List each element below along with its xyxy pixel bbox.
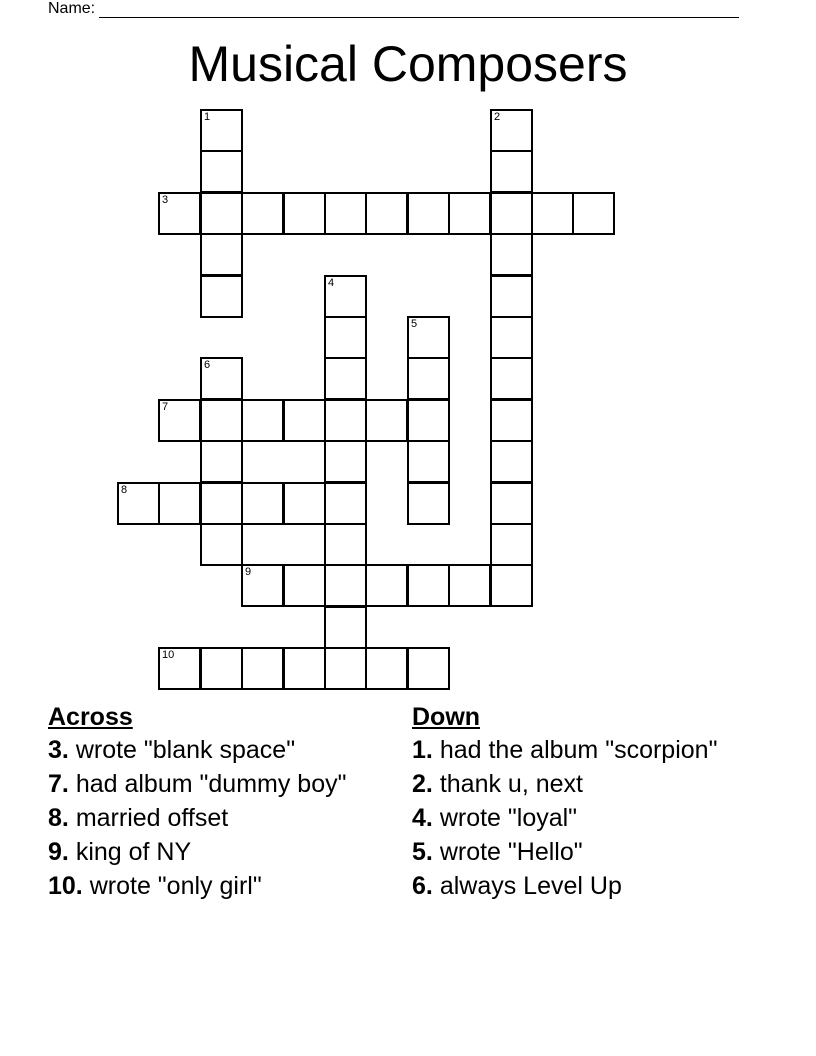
grid-cell[interactable]	[324, 647, 367, 690]
grid-cell[interactable]	[200, 523, 243, 566]
grid-cell[interactable]	[241, 399, 284, 442]
down-clue	[412, 804, 742, 832]
grid-cell[interactable]	[572, 192, 615, 235]
grid-cell[interactable]	[158, 647, 201, 690]
grid-cell[interactable]	[241, 647, 284, 690]
across-clue	[48, 736, 378, 764]
grid-cell[interactable]	[200, 482, 243, 525]
grid-cell[interactable]	[324, 316, 367, 359]
grid-cell[interactable]	[490, 233, 533, 276]
clue-text: wrote "loyal"	[439, 804, 578, 832]
grid-cell[interactable]	[324, 275, 367, 318]
clue-number-label: 6	[204, 359, 211, 371]
down-clue	[412, 770, 742, 798]
across-clue	[48, 804, 378, 832]
grid-cell[interactable]	[531, 192, 574, 235]
grid-cell[interactable]	[407, 564, 450, 607]
grid-cell[interactable]	[241, 564, 284, 607]
grid-cell[interactable]	[283, 192, 326, 235]
grid-cell[interactable]	[407, 482, 450, 525]
clue-number: 10.	[48, 872, 83, 900]
grid-cell[interactable]	[158, 192, 201, 235]
grid-cell[interactable]	[490, 150, 533, 193]
grid-cell[interactable]	[200, 275, 243, 318]
grid-cell[interactable]	[200, 399, 243, 442]
grid-cell[interactable]	[407, 399, 450, 442]
grid-cell[interactable]	[283, 399, 326, 442]
clue-number: 4.	[412, 804, 433, 832]
grid-cell[interactable]	[490, 316, 533, 359]
grid-cell[interactable]	[365, 399, 408, 442]
grid-cell[interactable]	[283, 647, 326, 690]
grid-cell[interactable]	[324, 357, 367, 400]
clue-number: 2.	[412, 770, 433, 798]
grid-cell[interactable]	[200, 233, 243, 276]
grid-cell[interactable]	[241, 192, 284, 235]
grid-cell[interactable]	[324, 399, 367, 442]
down-clue	[412, 736, 742, 764]
clue-number-label: 7	[162, 401, 169, 413]
clue-text: had the album "scorpion"	[439, 736, 718, 764]
clue-number-label: 4	[328, 277, 335, 289]
grid-cell[interactable]	[407, 357, 450, 400]
grid-cell[interactable]	[200, 150, 243, 193]
across-clues	[48, 702, 378, 906]
name-label: Name:	[48, 0, 96, 17]
grid-cell[interactable]	[407, 316, 450, 359]
grid-cell[interactable]	[117, 482, 160, 525]
grid-cell[interactable]	[490, 275, 533, 318]
grid-cell[interactable]	[158, 482, 201, 525]
down-clues	[412, 702, 742, 906]
across-clue	[48, 872, 378, 900]
down-clue	[412, 872, 742, 900]
across-heading: Across	[48, 703, 133, 731]
page-title: Musical Composers	[188, 36, 628, 92]
grid-cell[interactable]	[200, 440, 243, 483]
clue-number: 9.	[48, 838, 69, 866]
across-clue	[48, 770, 378, 798]
grid-cell[interactable]	[407, 440, 450, 483]
clue-text: wrote "only girl"	[89, 872, 262, 900]
grid-cell[interactable]	[448, 564, 491, 607]
clue-number: 3.	[48, 736, 69, 764]
grid-cell[interactable]	[407, 192, 450, 235]
grid-cell[interactable]	[283, 482, 326, 525]
grid-cell[interactable]	[324, 606, 367, 649]
grid-cell[interactable]	[324, 564, 367, 607]
clue-number-label: 8	[121, 484, 128, 496]
clue-text: wrote "blank space"	[75, 736, 296, 764]
grid-cell[interactable]	[365, 647, 408, 690]
clue-number: 6.	[412, 872, 433, 900]
down-heading: Down	[412, 703, 481, 731]
clue-number-label: 5	[411, 318, 418, 330]
clue-text: always Level Up	[439, 872, 622, 900]
grid-cell[interactable]	[200, 357, 243, 400]
clue-number-label: 9	[245, 566, 252, 578]
grid-cell[interactable]	[324, 440, 367, 483]
grid-cell[interactable]	[241, 482, 284, 525]
down-clue	[412, 838, 742, 866]
grid-cell[interactable]	[283, 564, 326, 607]
grid-cell[interactable]	[490, 564, 533, 607]
clue-number-label: 10	[162, 649, 175, 661]
clue-text: married offset	[75, 804, 229, 832]
clue-number: 8.	[48, 804, 69, 832]
clue-text: wrote "Hello"	[439, 838, 583, 866]
clue-text: king of NY	[75, 838, 192, 866]
clue-number: 7.	[48, 770, 69, 798]
clue-text: had album "dummy boy"	[75, 770, 347, 798]
grid-cell[interactable]	[200, 109, 243, 152]
clue-number-label: 1	[204, 111, 211, 123]
clue-text: thank u, next	[439, 770, 583, 798]
grid-cell[interactable]	[490, 440, 533, 483]
grid-cell[interactable]	[365, 192, 408, 235]
grid-cell[interactable]	[490, 482, 533, 525]
across-clue	[48, 838, 378, 866]
grid-cell[interactable]	[158, 399, 201, 442]
grid-cell[interactable]	[324, 482, 367, 525]
grid-cell[interactable]	[200, 647, 243, 690]
grid-cell[interactable]	[200, 192, 243, 235]
clue-number-label: 3	[162, 194, 169, 206]
grid-cell[interactable]	[490, 399, 533, 442]
clue-number: 1.	[412, 736, 433, 764]
grid-cell[interactable]	[324, 523, 367, 566]
grid-cell[interactable]	[490, 357, 533, 400]
grid-cell[interactable]	[490, 192, 533, 235]
grid-cell[interactable]	[324, 192, 367, 235]
clue-number-label: 2	[494, 111, 501, 123]
grid-cell[interactable]	[448, 192, 491, 235]
grid-cell[interactable]	[407, 647, 450, 690]
grid-cell[interactable]	[490, 109, 533, 152]
grid-cell[interactable]	[490, 523, 533, 566]
clue-number: 5.	[412, 838, 433, 866]
grid-cell[interactable]	[365, 564, 408, 607]
